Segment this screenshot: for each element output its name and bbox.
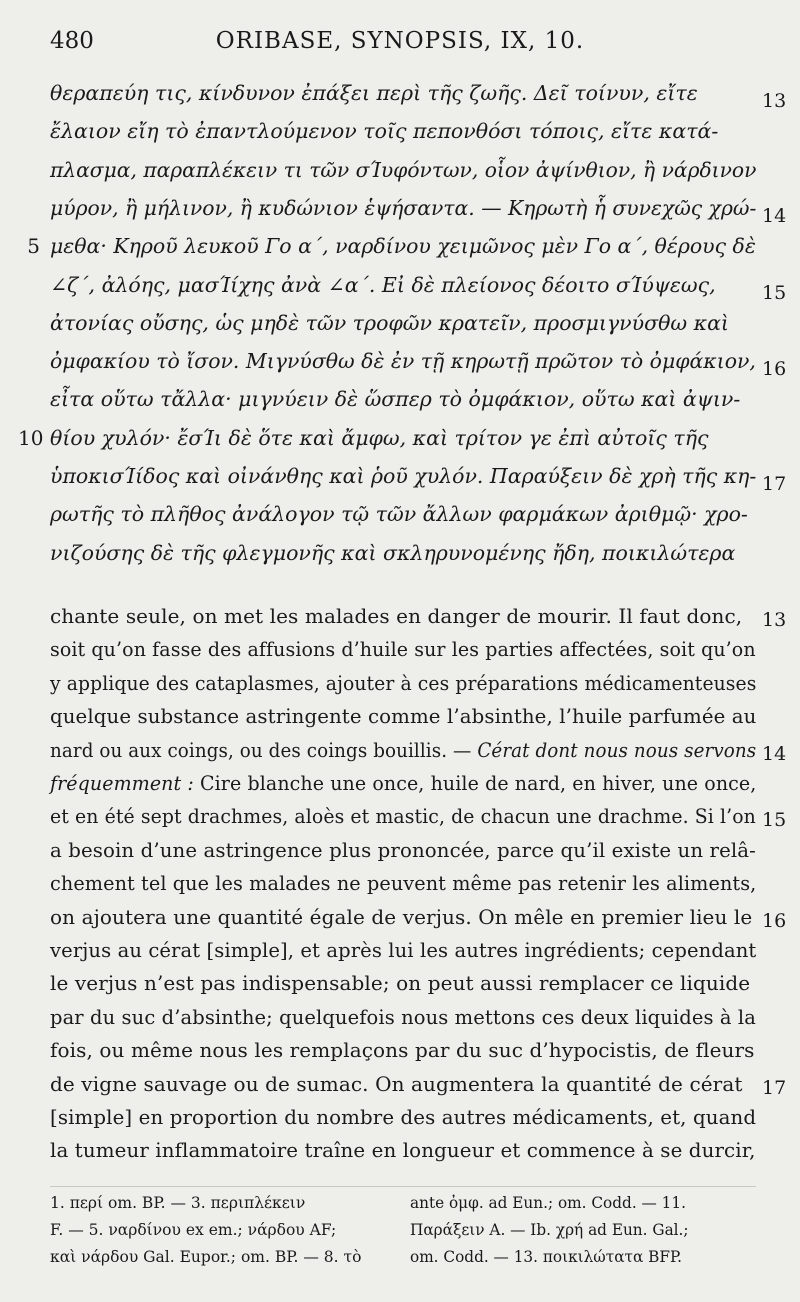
section-number: 13 xyxy=(762,90,787,112)
greek-line: ∠ζ΄, ἀλόης, μασΊίχης ἀνὰ ∠α΄. Εἰ δὲ πλείονος δέοιτο σΊύψεως, xyxy=(50,272,716,297)
greek-line: ἀτονίας οὔσης, ὡς μηδὲ τῶν τροφῶν κρατεῖν, προσμιγνύσθω καὶ xyxy=(50,310,729,335)
footnote-line: om. Codd. — 13. ποικιλώτατα BFP. xyxy=(410,1248,683,1266)
footnote-line: F. — 5. ναρδίνου ex em.; νάρδου AF; xyxy=(50,1221,337,1239)
french-line: verjus au cérat [simple], et après lui les autres ingrédients; cependant xyxy=(50,938,757,962)
section-number: 15 xyxy=(762,281,787,304)
italic-phrase: fréquemment : xyxy=(50,771,194,795)
line-number: 5 xyxy=(27,234,40,259)
greek-line: ὀμφακίου τὸ ἴσον. Μιγνύσθω δὲ ἐν τῇ κηρωτῇ πρῶτον τὸ ὀμφάκιον, xyxy=(50,349,756,374)
french-line: par du suc d’absinthe; quelquefois nous mettons ces deux liquides à la xyxy=(50,1004,756,1029)
french-line: la tumeur inflammatoire traîne en longueur et commence à se durcir, xyxy=(50,1138,756,1163)
french-line: a besoin d’une astringence plus prononcée, parce qu’il existe un relâ- xyxy=(50,837,756,862)
french-line: [simple] en proportion du nombre des autres médicaments, et, quand xyxy=(50,1105,757,1129)
page-number: 480 xyxy=(50,28,94,54)
section-number: 13 xyxy=(762,609,787,631)
greek-line: ρωτῆς τὸ πλῆθος ἀνάλογον τῷ τῶν ἄλλων φαρμάκων ἀριθμῷ· χρο- xyxy=(50,502,748,527)
section-number: 17 xyxy=(762,1076,787,1099)
italic-phrase: Cérat dont nous nous servons xyxy=(477,737,757,762)
french-line: chante seule, on met les malades en danger de mourir. Il faut donc, xyxy=(50,604,743,628)
french-line: quelque substance astringente comme l’absinthe, l’huile parfumée au xyxy=(50,704,757,729)
section-number: 14 xyxy=(762,204,787,227)
greek-line: πλασμα, παραπλέκειν τι τῶν σΊυφόντων, οἷον ἀψίνθιον, ἢ νάρδινον xyxy=(50,157,757,182)
footnote-line: καὶ νάρδου Gal. Eupor.; om. BP. — 8. τὸ xyxy=(50,1248,362,1266)
running-title: ORIBASE, SYNOPSIS, IX, 10. xyxy=(215,28,585,54)
french-line: soit qu’on fasse des affusions d’huile sur les parties affectées, soit qu’on xyxy=(50,637,756,662)
french-line: on ajoutera une quantité égale de verjus. On mêle en premier lieu le xyxy=(50,904,753,929)
greek-line: θίου χυλόν· ἔσΊι δὲ ὅτε καὶ ἄμφω, καὶ τρίτον γε ἐπὶ αὐτοῖς τῆς xyxy=(50,425,709,450)
french-line: et en été sept drachmes, aloès et mastic, de chacun une drachme. Si l’on xyxy=(50,804,756,829)
section-number: 15 xyxy=(762,809,787,832)
greek-line: μεθα· Κηροῦ λευκοῦ Γο α΄, ναρδίνου χειμῶνος μὲν Γο α΄, θέρους δὲ xyxy=(50,234,756,259)
greek-line: ὑποκισΊίδος καὶ οἰνάνθης καὶ ῥοῦ χυλόν. Παραύξειν δὲ χρὴ τῆς κη- xyxy=(50,464,757,488)
section-number: 14 xyxy=(762,742,787,765)
french-line: fois, ou même nous les remplaçons par du suc d’hypocistis, de fleurs xyxy=(50,1038,755,1063)
french-line: chement tel que les malades ne peuvent même pas retenir les aliments, xyxy=(50,871,757,896)
french-line: nard ou aux coings, ou des coings bouillis. — Cérat dont nous nous servons xyxy=(50,737,757,762)
section-number: 17 xyxy=(762,473,787,495)
greek-line: ἔλαιον εἴη τὸ ἐπαντλούμενον τοῖς πεπονθόσι τόποις, εἴτε κατά- xyxy=(50,119,719,144)
greek-line: νιζούσης δὲ τῆς φλεγμονῆς καὶ σκληρυνομένης ἤδη, ποικιλώτερα xyxy=(50,540,736,565)
line-number: 10 xyxy=(18,425,44,450)
greek-line: μύρον, ἢ μήλινον, ἢ κυδώνιον ἑψήσαντα. — Κηρωτὴ ἧ συνεχῶς χρώ- xyxy=(50,195,757,220)
section-number: 16 xyxy=(762,358,787,381)
section-number: 16 xyxy=(762,909,787,932)
greek-line: θεραπεύη τις, κίνδυνον ἐπάξει περὶ τῆς ζωῆς. Δεῖ τοίνυν, εἴτε xyxy=(50,81,698,105)
french-line: de vigne sauvage ou de sumac. On augmentera la quantité de cérat xyxy=(50,1071,743,1096)
french-line: fréquemment : Cire blanche une once, huile de nard, en hiver, une once, xyxy=(50,771,757,795)
french-line: y applique des cataplasmes, ajouter à ces préparations médicamenteuses xyxy=(50,670,757,695)
footnote-line: Παράξειν A. — Ib. χρή ad Eun. Gal.; xyxy=(410,1221,689,1239)
footnote-line: 1. περί om. BP. — 3. περιπλέκειν xyxy=(50,1194,306,1212)
footnote-line: ante ὀμφ. ad Eun.; om. Codd. — 11. xyxy=(410,1194,686,1212)
greek-line: εἶτα οὕτω τἄλλα· μιγνύειν δὲ ὥσπερ τὸ ὀμφάκιον, οὕτω καὶ ἀψιν- xyxy=(50,387,741,412)
running-header xyxy=(0,28,800,64)
french-line: le verjus n’est pas indispensable; on peut aussi remplacer ce liquide xyxy=(50,971,751,996)
footnote-divider xyxy=(50,1186,756,1187)
